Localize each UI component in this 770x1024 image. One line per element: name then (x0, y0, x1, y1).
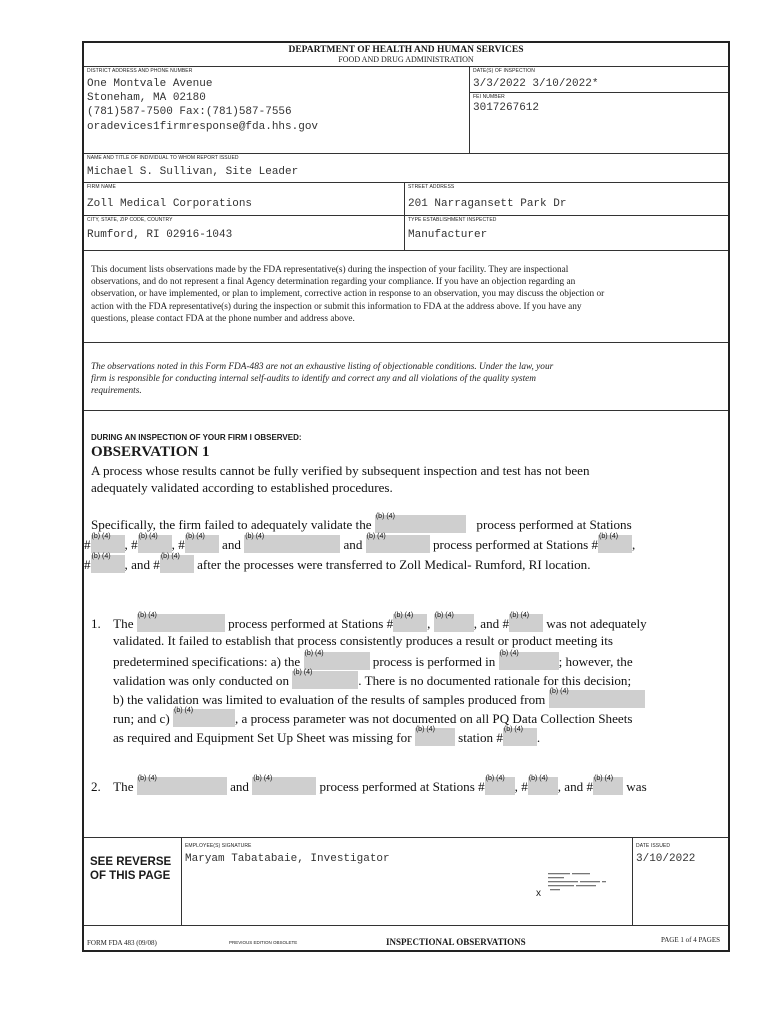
divider (469, 92, 728, 93)
spec-line-2: # (b) (4) , # (b) (4) , # (b) (4) and (b) (4) and (b) (4) process performed at Stations # (b) (4) , (84, 533, 636, 552)
divider (84, 153, 728, 154)
notice-italic: The observations noted in this Form FDA-483 are not an exhaustive listing of objectionable conditions. Under the law, your firm is responsible for conducting internal self-audits to identify and correct any and all violations of the quality system requirements. (91, 362, 554, 397)
redaction: (b) (4) (160, 555, 194, 573)
observation-1-statement: A process whose results cannot be fully verified by subsequent inspection and test has not been adequately validated according to established procedures. (91, 463, 590, 495)
redaction: (b) (4) (549, 690, 645, 708)
department-heading: DEPARTMENT OF HEALTH AND HUMAN SERVICES (288, 45, 524, 55)
redaction: (b) (4) (366, 535, 430, 553)
form-id: FORM FDA 483 (09/08) (87, 939, 157, 947)
divider (181, 837, 182, 925)
spec-line-3: # (b) (4) , and # (b) (4) after the processes were transferred to Zoll Medical- Rumford, RI location. (84, 553, 591, 572)
item-1-line-2: validated. It failed to establish that process consistently produces a result or product meeting its (113, 633, 613, 648)
item-1-line-3: predetermined specifications: a) the (b) (4) process is performed in (b) (4) ; however, the (113, 650, 633, 669)
item-1-line-1: 1. The (b) (4) process performed at Stations # (b) (4) , (b) (4) , and # (b) (4) was not adequately (91, 612, 647, 631)
redaction: (b) (4) (434, 614, 474, 632)
redaction: (b) (4) (375, 515, 466, 533)
employee-name: Maryam Tabatabaie, Investigator (185, 853, 390, 865)
redaction: (b) (4) (138, 535, 172, 553)
see-reverse: SEE REVERSE OF THIS PAGE (90, 856, 172, 882)
signature-mark: x (536, 888, 541, 899)
item-2-line-1: 2. The (b) (4) and (b) (4) process performed at Stations # (b) (4) , # (b) (4) , and # (b) (4) was (91, 775, 647, 794)
recipient-label: NAME AND TITLE OF INDIVIDUAL TO WHOM REPORT ISSUED (87, 155, 239, 161)
during-inspection-heading: DURING AN INSPECTION OF YOUR FIRM I OBSERVED: (91, 433, 302, 442)
divider (632, 837, 633, 925)
item-1-line-4: validation was only conducted on (b) (4) . There is no documented rationale for this decision; (113, 669, 632, 688)
divider (84, 342, 728, 343)
divider (84, 182, 728, 183)
obsolete-note: PREVIOUS EDITION OBSOLETE (229, 940, 298, 945)
redaction: (b) (4) (252, 777, 316, 795)
establishment-type: Manufacturer (408, 229, 488, 241)
redaction: (b) (4) (91, 535, 125, 553)
district-address2: Stoneham, MA 02180 (87, 92, 206, 104)
signature-label: EMPLOYEE(S) SIGNATURE (185, 843, 252, 849)
firm-name: Zoll Medical Corporations (87, 198, 253, 210)
recipient-name: Michael S. Sullivan, Site Leader (87, 166, 299, 178)
redaction: (b) (4) (415, 728, 455, 746)
district-phone: (781)587-7500 Fax:(781)587-7556 (87, 106, 292, 118)
inspection-dates: 3/3/2022 3/10/2022* (473, 78, 599, 90)
notice-paragraph: This document lists observations made by the FDA representative(s) during the inspection of your facility. They are inspectional observations, and do not represent a final Agency determination regarding your compliance. If you have an objection regarding an observation, or have implemented, or plan to implement, corrective action in response to an observation, you may discuss the objection or action with the FDA representative(s) during the inspection or submit this information to FDA at the address above. If you have any questions, please contact FDA at the phone number and address above. (91, 265, 605, 324)
redaction: (b) (4) (503, 728, 537, 746)
page-number: PAGE 1 of 4 PAGES (661, 936, 720, 944)
redaction: (b) (4) (499, 652, 559, 670)
fei-number: 3017267612 (473, 102, 540, 114)
redaction: (b) (4) (304, 652, 370, 670)
item-1-line-7: as required and Equipment Set Up Sheet was missing for (b) (4) station # (b) (4) . (113, 726, 541, 745)
divider (84, 925, 728, 926)
firm-name-label: FIRM NAME (87, 184, 116, 190)
redaction: (b) (4) (292, 671, 358, 689)
district-email: oradevices1firmresponse@fda.hhs.gov (87, 121, 319, 133)
divider (84, 66, 728, 67)
redaction: (b) (4) (173, 709, 235, 727)
redaction: (b) (4) (91, 555, 125, 573)
establishment-type-label: TYPE ESTABLISHMENT INSPECTED (408, 217, 497, 223)
divider (469, 66, 470, 153)
redaction: (b) (4) (593, 777, 623, 795)
city-label: CITY, STATE, ZIP CODE, COUNTRY (87, 217, 173, 223)
form-title: INSPECTIONAL OBSERVATIONS (386, 937, 526, 947)
redaction: (b) (4) (137, 777, 227, 795)
agency-heading: FOOD AND DRUG ADMINISTRATION (338, 55, 474, 64)
spec-line-1: Specifically, the firm failed to adequately validate the (b) (4) process performed at Stations (91, 513, 632, 532)
date-issued: 3/10/2022 (636, 853, 696, 865)
redaction: (b) (4) (598, 535, 632, 553)
redaction: (b) (4) (528, 777, 558, 795)
redaction: (b) (4) (137, 614, 225, 632)
street-label: STREET ADDRESS (408, 184, 455, 190)
redaction: (b) (4) (509, 614, 543, 632)
signature-stamp (548, 871, 618, 891)
item-1-line-5: b) the validation was limited to evaluation of the results of samples produced from (b) (4) (113, 690, 645, 708)
district-label: DISTRICT ADDRESS AND PHONE NUMBER (87, 68, 193, 74)
divider (84, 250, 728, 251)
redaction: (b) (4) (485, 777, 515, 795)
divider (84, 410, 728, 411)
redaction: (b) (4) (244, 535, 340, 553)
redaction: (b) (4) (393, 614, 427, 632)
fei-label: FEI NUMBER (473, 94, 505, 100)
observation-1-title: OBSERVATION 1 (91, 444, 210, 460)
redaction: (b) (4) (185, 535, 219, 553)
item-1-line-6: run; and c) (b) (4) , a process parameter was not documented on all PQ Data Collection Sheets (113, 707, 633, 726)
street-address: 201 Narragansett Park Dr (408, 198, 567, 210)
divider (404, 182, 405, 250)
divider (84, 215, 728, 216)
form-fda-483 (82, 41, 730, 952)
inspection-dates-label: DATE(S) OF INSPECTION (473, 68, 536, 74)
date-issued-label: DATE ISSUED (636, 843, 671, 849)
city-state-zip: Rumford, RI 02916-1043 (87, 229, 233, 241)
district-address1: One Montvale Avenue (87, 78, 213, 90)
